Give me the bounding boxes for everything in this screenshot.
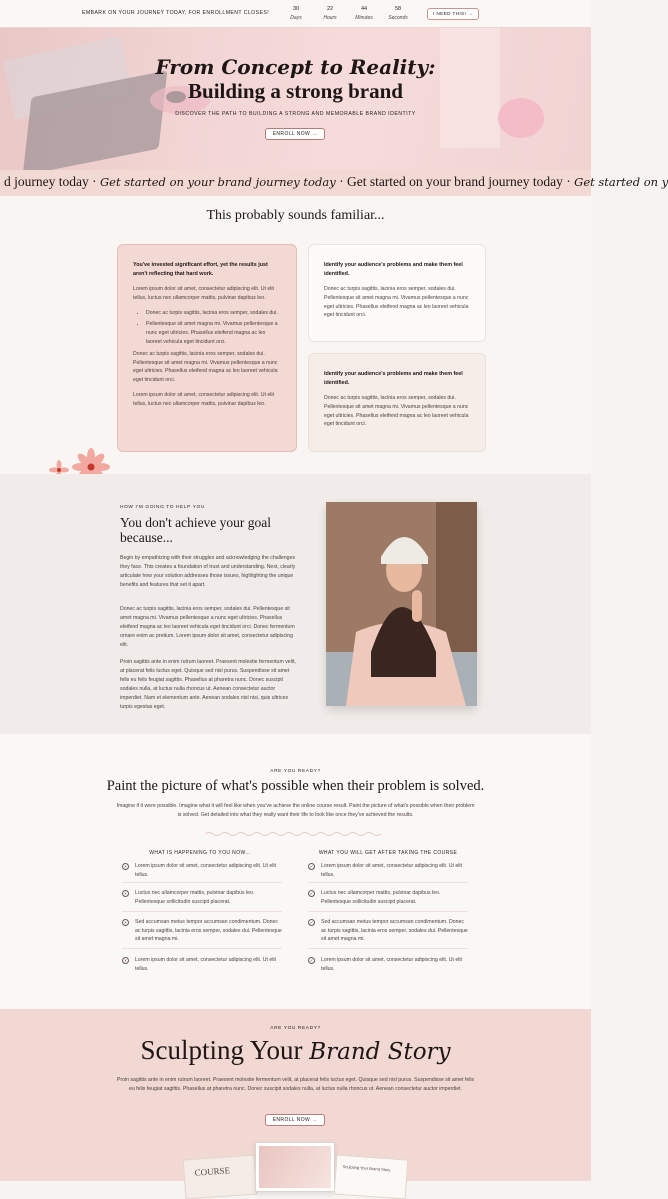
now-item <box>122 918 282 944</box>
sculpt-section <box>0 1009 591 1181</box>
woman-portrait-photo <box>326 502 477 706</box>
course-mockup-right-label: Sculpting Your Brand Story <box>342 1164 391 1173</box>
marquee-banner <box>0 170 668 196</box>
now-column-title: WHAT IS HAPPENING TO YOU NOW... <box>149 850 251 856</box>
paint-section <box>0 734 591 1009</box>
after-item <box>308 918 468 944</box>
card-left-bullet: • Pellentesque sit amet magna mi. Vivamus pellentesque a nunc eget ultricies. Phasellus eleifend magna ac leo laoreet vehicula eget tincidunt orci. <box>146 320 281 346</box>
sculpt-enroll-button[interactable]: ENROLL NOW → <box>265 1114 325 1126</box>
countdown-days-label: Days <box>290 15 302 21</box>
countdown-minutes-label: Minutes <box>355 15 373 21</box>
check-circle-icon: ✓ <box>309 920 314 925</box>
course-mockup-right <box>334 1155 409 1199</box>
after-item <box>308 956 468 973</box>
after-item-text: Lorem ipsum dolor sit amet, consectetur adipiscing elit. Ut elit tellus. <box>321 957 462 972</box>
paint-kicker: ARE YOU READY? <box>270 769 321 774</box>
sculpt-kicker: ARE YOU READY? <box>270 1026 321 1031</box>
countdown-timer <box>285 6 409 21</box>
card-right-bottom-heading: Identify your audience's problems and make them feel identified. <box>324 371 463 386</box>
now-item <box>122 956 282 973</box>
countdown-seconds-value: 58 <box>394 6 402 12</box>
now-item-text: Sed accumsan metus tempor accumsan condimentum. Donec ac turpis sagittis, lacinia eros semper, sodales dui. Pellentesque sit amet magna mi. <box>135 919 282 942</box>
familiar-card-right-bottom <box>308 353 486 452</box>
familiar-card-left <box>117 244 297 452</box>
announcement-message: EMBARK ON YOUR JOURNEY TODAY, FOR ENROLLMENT CLOSES! <box>82 10 270 16</box>
card-left-bullet: • Donec ac turpis sagittis, lacinia eros semper, sodales dui. <box>146 309 281 318</box>
hero-enroll-button[interactable]: ENROLL NOW → <box>265 128 325 140</box>
countdown-minutes <box>353 6 375 21</box>
check-circle-icon: ✓ <box>309 864 314 869</box>
x-circle-icon: × <box>122 957 129 964</box>
help-title <box>120 515 271 545</box>
now-divider <box>122 911 282 912</box>
sculpt-title-script: Brand Story <box>309 1039 451 1065</box>
card-left-p1: Lorem ipsum dolor sit amet, consectetur adipiscing elit. Ut elit tellus, luctus nec ullamcorper mattis, pulvinar dapibus leo. <box>133 286 274 301</box>
course-mockup-left-label: COURSE <box>194 1165 231 1178</box>
sculpt-title-main: Sculpting Your <box>140 1035 310 1065</box>
after-column-title: WHAT YOU WILL GET AFTER TAKING THE COURSE <box>318 850 458 856</box>
now-item-text: Luctus nec ullamcorper mattis, pulvinar dapibus leo. Pellentesque sollicitudin suscipit placerat. <box>135 890 255 905</box>
card-right-bottom-body: Donec ac turpis sagittis, lacinia eros semper, sodales dui. Pellentesque sit amet magna mi. Vivamus pellentesque a nunc eget ultricies. Phasellus eleifend magna ac leo laoreet vehicula eget tincidunt orci. <box>324 395 469 428</box>
card-right-top-heading: Identify your audience's problems and make them feel identified. <box>324 262 463 277</box>
after-divider <box>308 948 468 949</box>
x-circle-icon: × <box>122 863 129 870</box>
countdown-hours <box>319 6 341 21</box>
after-item-text: Luctus nec ullamcorper mattis, pulvinar dapibus leo. Pellentesque sollicitudin suscipit placerat. <box>321 890 441 905</box>
marquee-text-b: Get started on your brand journey today <box>99 175 336 189</box>
announcement-bar <box>0 0 591 28</box>
check-circle-icon: ✓ <box>309 958 314 963</box>
after-item-text: Sed accumsan metus tempor accumsan condimentum. Donec ac turpis sagittis, lacinia eros semper, sodales dui. Pellentesque sit amet magna mi. <box>321 919 468 942</box>
course-mockup-center <box>255 1142 335 1192</box>
countdown-seconds-label: Seconds <box>388 15 408 21</box>
card-left-heading: You've invested significant effort, yet the results just aren't reflecting that hard work. <box>133 262 268 277</box>
countdown-seconds <box>387 6 409 21</box>
help-paragraph-2: Donec ac turpis sagittis, lacinia eros semper, sodales dui. Pellentesque sit amet magna mi. Vivamus pellentesque a nunc eget ultricies. Phasellus eleifend magna ac leo laoreet vehicula eget tincidunt orci. Donec fermentum ornare enim ac pretium. Lorem ipsum dolor sit amet, consectetur adipiscing elit. <box>120 606 295 648</box>
hero-subtitle: DISCOVER THE PATH TO BUILDING A STRONG AND MEMORABLE BRAND IDENTITY <box>175 111 416 117</box>
countdown-hours-label: Hours <box>323 15 337 21</box>
help-paragraph-3: Proin sagittis ante in enim rutrum laoreet. Praesent molestie fermentum velit, at placerat felis luctus eget. Quisque sed nisl purus. Suspendisse sit amet felis eu felis feugiat sagittis. Phasellus at pharetra nunc. Donec suscipit sodales nulla, at luctus nulla rhoncus ut. Aenean consectetur auctor imperdiet. Nam et elementum ante. Aenean sodales nisl nisi, quis ultrices turpis egestas eget. <box>120 659 296 710</box>
hero-title-main: Building a strong brand <box>188 79 403 103</box>
marquee-text <box>4 174 668 190</box>
course-mockup-center-image <box>259 1146 331 1188</box>
paint-intro: Imagine if it were possible. Imagine what it will feel like when you've achieve the online course result. Paint the picture of what's possible when their problem is solved. Get detailed into what they really want their life to look like once they've achieved the results. <box>116 803 475 818</box>
now-item-text: Lorem ipsum dolor sit amet, consectetur adipiscing elit. Ut elit tellus. <box>135 957 276 972</box>
familiar-title: This probably sounds familiar... <box>206 208 385 223</box>
familiar-section <box>0 196 591 474</box>
countdown-days <box>285 6 307 21</box>
now-divider <box>122 882 282 883</box>
marquee-text-c: · Get started on your brand journey today · <box>335 174 575 189</box>
familiar-card-right-top <box>308 244 486 342</box>
help-title-line1: You don't achieve your goal <box>120 515 272 530</box>
now-item <box>122 862 282 879</box>
hero-title-script: From Concept to Reality: <box>155 55 436 79</box>
need-this-button[interactable]: I NEED THIS! → <box>427 8 479 20</box>
help-paragraph-1: Begin by empathizing with their struggles and acknowledging the challenges they face. This creates a foundation of trust and understanding. Next, clearly articulate how your solution addresses those issues, highlighting the unique benefits and features that set it apart. <box>120 555 296 588</box>
hero-section <box>0 28 591 170</box>
sculpt-title <box>0 1035 591 1066</box>
wave-divider-icon <box>205 831 385 837</box>
card-left-bullets <box>146 309 281 347</box>
after-divider <box>308 882 468 883</box>
now-item <box>122 889 282 906</box>
card-left-p3: Lorem ipsum dolor sit amet, consectetur adipiscing elit. Ut elit tellus, luctus nec ullamcorper mattis, pulvinar dapibus leo. <box>133 391 274 407</box>
marquee-text-a: d journey today · <box>4 174 100 189</box>
sculpt-body: Proin sagittis ante in enim rutrum laoreet. Praesent molestie fermentum velit, at placerat felis luctus eget. Quisque sed nisl purus. Suspendisse sit amet felis eu felis feugiat sagittis. Phasellus at pharetra nunc. Donec suscipit sodales nulla, at luctus nulla rhoncus ut. Aenean consectetur auctor imperdiet. <box>116 1077 475 1092</box>
help-kicker: HOW I'M GOING TO HELP YOU <box>120 505 205 510</box>
countdown-hours-value: 22 <box>326 6 334 12</box>
now-divider <box>122 948 282 949</box>
countdown-minutes-value: 44 <box>360 6 368 12</box>
after-divider <box>308 911 468 912</box>
check-circle-icon: ✓ <box>309 891 314 896</box>
countdown-days-value: 30 <box>292 6 300 12</box>
after-item <box>308 889 468 906</box>
now-item-text: Lorem ipsum dolor sit amet, consectetur adipiscing elit. Ut elit tellus. <box>135 863 276 878</box>
after-item-text: Lorem ipsum dolor sit amet, consectetur adipiscing elit. Ut elit tellus. <box>321 863 462 878</box>
marquee-text-d: Get started on y <box>574 175 668 189</box>
help-title-line2: because... <box>120 530 173 545</box>
x-circle-icon: × <box>122 890 129 897</box>
course-mockup-left <box>183 1155 258 1199</box>
help-section <box>0 474 591 734</box>
after-item <box>308 862 468 879</box>
paint-title: Paint the picture of what's possible when their problem is solved. <box>106 778 485 794</box>
card-left-p2: Donec ac turpis sagittis, lacinia eros semper, sodales dui. Pellentesque sit amet magna mi. Vivamus pellentesque a nunc eget ultricies. Phasellus eleifend magna ac leo laoreet vehicula eget tincidunt orci. <box>133 350 278 384</box>
card-right-top-body: Donec ac turpis sagittis, lacinia eros semper, sodales dui. Pellentesque sit amet magna mi. Vivamus pellentesque a nunc eget ultricies. Phasellus eleifend magna ac leo laoreet vehicula eget tincidunt orci. <box>324 286 469 319</box>
portrait-illustration <box>326 502 477 706</box>
x-circle-icon: × <box>122 919 129 926</box>
